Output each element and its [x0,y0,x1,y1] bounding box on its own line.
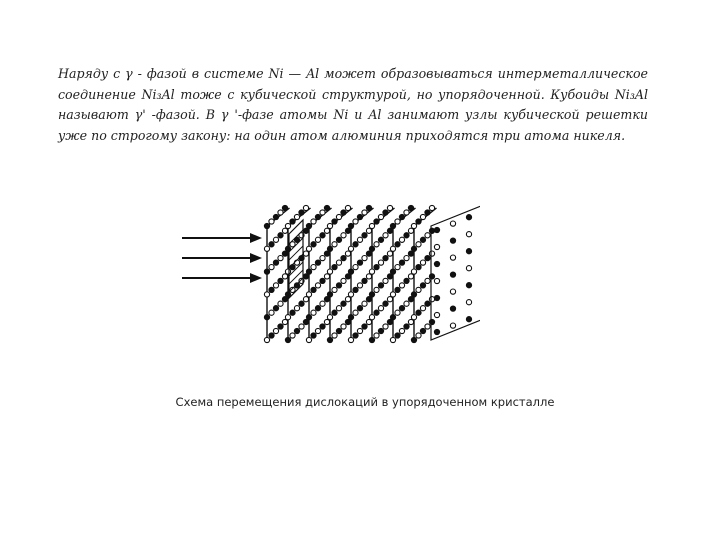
paragraph-line: соединение Ni₃Al тоже с кубической структурой, но упорядоченной. Кубоиды Ni₃Al [58,86,648,102]
nickel-atom [420,283,425,288]
nickel-atom [273,214,278,219]
hatch-line [289,278,303,292]
nickel-atom [466,283,471,288]
nickel-atom [378,237,383,242]
nickel-atom [408,205,413,210]
aluminium-atom [345,251,350,256]
nickel-atom [416,219,421,224]
aluminium-atom [378,214,383,219]
aluminium-atom [315,237,320,242]
aluminium-atom [466,300,471,305]
aluminium-atom [374,333,379,338]
nickel-atom [429,319,434,324]
aluminium-atom [387,297,392,302]
aluminium-atom [434,312,439,317]
nickel-atom [357,214,362,219]
aluminium-atom [341,233,346,238]
aluminium-atom [357,283,362,288]
aluminium-atom [294,214,299,219]
aluminium-atom [366,228,371,233]
nickel-atom [278,324,283,329]
nickel-atom [353,242,358,247]
nickel-atom [269,333,274,338]
aluminium-atom [282,319,287,324]
aluminium-atom [366,274,371,279]
aluminium-atom [390,292,395,297]
aluminium-atom [269,265,274,270]
aluminium-atom [408,274,413,279]
aluminium-atom [420,306,425,311]
nickel-atom [348,315,353,320]
nickel-atom [387,228,392,233]
nickel-atom [366,205,371,210]
dislocation-lattice-diagram [170,170,480,365]
aluminium-atom [353,265,358,270]
aluminium-atom [320,210,325,215]
aluminium-atom [353,219,358,224]
nickel-atom [299,301,304,306]
nickel-atom [357,306,362,311]
nickel-atom [303,319,308,324]
nickel-atom [434,227,439,232]
nickel-atom [374,219,379,224]
aluminium-atom [332,242,337,247]
nickel-atom [383,301,388,306]
nickel-atom [345,319,350,324]
aluminium-atom [374,287,379,292]
figure-caption: Схема перемещения дислокаций в упорядоченном кристалле [175,395,555,409]
crystal-lattice [264,202,480,343]
aluminium-atom [299,324,304,329]
incoming-arrows [182,233,262,283]
nickel-atom [299,210,304,215]
nickel-atom [348,223,353,228]
aluminium-atom [387,205,392,210]
nickel-atom [434,261,439,266]
aluminium-atom [357,237,362,242]
nickel-atom [395,287,400,292]
nickel-atom [395,242,400,247]
nickel-atom [450,306,455,311]
nickel-atom [450,238,455,243]
aluminium-atom [306,246,311,251]
aluminium-atom [348,292,353,297]
aluminium-atom [315,328,320,333]
aluminium-atom [345,205,350,210]
aluminium-atom [383,278,388,283]
nickel-atom [345,228,350,233]
aluminium-atom [285,315,290,320]
nickel-atom [341,210,346,215]
nickel-atom [383,210,388,215]
aluminium-atom [327,223,332,228]
aluminium-atom [416,333,421,338]
aluminium-atom [264,337,269,342]
nickel-atom [353,287,358,292]
nickel-atom [327,246,332,251]
aluminium-atom [290,333,295,338]
nickel-atom [374,310,379,315]
aluminium-atom [285,269,290,274]
aluminium-atom [345,297,350,302]
aluminium-atom [311,310,316,315]
aluminium-atom [450,289,455,294]
aluminium-atom [285,223,290,228]
aluminium-atom [434,244,439,249]
nickel-atom [404,233,409,238]
nickel-atom [390,223,395,228]
nickel-atom [425,210,430,215]
nickel-atom [399,306,404,311]
aluminium-atom [336,260,341,265]
nickel-atom [315,260,320,265]
aluminium-atom [362,256,367,261]
nickel-atom [357,260,362,265]
nickel-atom [341,256,346,261]
aluminium-atom [416,242,421,247]
aluminium-atom [303,297,308,302]
aluminium-atom [399,283,404,288]
paragraph-line: уже по строгому закону: на один атом алюминия приходятся три атома никеля. [58,127,626,143]
nickel-atom [434,295,439,300]
nickel-atom [387,274,392,279]
paragraph-line: Наряду с γ - фазой в системе Ni — Al может образовываться интерметаллическое [58,66,648,81]
nickel-atom [306,223,311,228]
aluminium-atom [282,274,287,279]
nickel-atom [336,328,341,333]
aluminium-atom [324,228,329,233]
aluminium-atom [336,306,341,311]
nickel-atom [369,246,374,251]
aluminium-atom [404,256,409,261]
aluminium-atom [324,319,329,324]
aluminium-atom [408,319,413,324]
aluminium-atom [315,283,320,288]
aluminium-atom [306,292,311,297]
aluminium-atom [429,205,434,210]
paragraph-line: называют γ' -фазой. В γ '-фазе атомы Ni и Al занимают узлы кубической решетки [58,107,648,122]
aluminium-atom [450,221,455,226]
nickel-atom [466,249,471,254]
aluminium-atom [357,328,362,333]
aluminium-atom [374,242,379,247]
nickel-atom [420,237,425,242]
aluminium-atom [395,219,400,224]
nickel-atom [278,278,283,283]
aluminium-atom [327,269,332,274]
aluminium-atom [320,301,325,306]
lattice-front-face [431,202,480,340]
aluminium-atom [378,260,383,265]
aluminium-atom [332,333,337,338]
aluminium-atom [404,210,409,215]
aluminium-atom [324,274,329,279]
aluminium-atom [425,278,430,283]
aluminium-atom [378,306,383,311]
nickel-atom [332,310,337,315]
nickel-atom [324,251,329,256]
nickel-atom [408,251,413,256]
aluminium-atom [303,205,308,210]
nickel-atom [450,272,455,277]
aluminium-atom [278,210,283,215]
nickel-atom [264,315,269,320]
nickel-atom [306,269,311,274]
arrow-head-icon [250,253,262,263]
aluminium-atom [353,310,358,315]
arrow-head-icon [250,273,262,283]
aluminium-atom [420,260,425,265]
nickel-atom [416,265,421,270]
aluminium-atom [466,266,471,271]
nickel-atom [303,274,308,279]
aluminium-atom [341,278,346,283]
aluminium-atom [404,301,409,306]
nickel-atom [345,274,350,279]
nickel-atom [404,324,409,329]
nickel-atom [303,228,308,233]
nickel-atom [420,328,425,333]
aluminium-atom [273,283,278,288]
aluminium-atom [399,328,404,333]
aluminium-atom [450,255,455,260]
nickel-atom [369,292,374,297]
aluminium-atom [362,301,367,306]
nickel-atom [269,242,274,247]
nickel-atom [269,287,274,292]
nickel-atom [369,337,374,342]
aluminium-atom [264,292,269,297]
aluminium-atom [383,233,388,238]
aluminium-atom [294,260,299,265]
nickel-atom [362,324,367,329]
nickel-atom [336,283,341,288]
nickel-atom [390,269,395,274]
nickel-atom [383,256,388,261]
nickel-atom [290,219,295,224]
nickel-atom [466,215,471,220]
nickel-atom [294,328,299,333]
aluminium-atom [450,323,455,328]
aluminium-atom [269,310,274,315]
nickel-atom [411,292,416,297]
aluminium-atom [336,214,341,219]
nickel-atom [395,333,400,338]
nickel-atom [348,269,353,274]
nickel-atom [366,251,371,256]
aluminium-atom [369,269,374,274]
nickel-atom [390,315,395,320]
nickel-atom [411,337,416,342]
nickel-atom [324,297,329,302]
nickel-atom [320,278,325,283]
aluminium-atom [278,256,283,261]
nickel-atom [466,317,471,322]
nickel-atom [282,205,287,210]
nickel-atom [273,260,278,265]
aluminium-atom [408,228,413,233]
nickel-atom [320,233,325,238]
nickel-atom [341,301,346,306]
nickel-atom [399,260,404,265]
nickel-atom [285,337,290,342]
aluminium-atom [420,214,425,219]
nickel-atom [282,251,287,256]
nickel-atom [332,265,337,270]
nickel-atom [429,274,434,279]
nickel-atom [404,278,409,283]
nickel-atom [387,319,392,324]
nickel-atom [282,297,287,302]
nickel-atom [315,306,320,311]
arrow-head-icon [250,233,262,243]
nickel-atom [374,265,379,270]
aluminium-atom [390,246,395,251]
nickel-atom [285,292,290,297]
nickel-atom [416,310,421,315]
nickel-atom [411,246,416,251]
aluminium-atom [434,278,439,283]
aluminium-atom [411,269,416,274]
aluminium-atom [411,223,416,228]
aluminium-atom [387,251,392,256]
aluminium-atom [429,251,434,256]
aluminium-atom [366,319,371,324]
aluminium-atom [425,324,430,329]
nickel-atom [362,233,367,238]
aluminium-atom [306,337,311,342]
nickel-atom [408,297,413,302]
aluminium-atom [311,265,316,270]
nickel-atom [378,283,383,288]
aluminium-atom [282,228,287,233]
aluminium-atom [383,324,388,329]
nickel-atom [264,223,269,228]
lattice-plane [411,205,436,342]
nickel-atom [336,237,341,242]
aluminium-atom [348,246,353,251]
nickel-atom [320,324,325,329]
nickel-atom [425,256,430,261]
aluminium-atom [369,223,374,228]
aluminium-atom [411,315,416,320]
aluminium-atom [369,315,374,320]
nickel-atom [273,306,278,311]
aluminium-atom [278,301,283,306]
nickel-atom [311,333,316,338]
nickel-atom [264,269,269,274]
aluminium-atom [327,315,332,320]
aluminium-atom [273,237,278,242]
intro-paragraph [58,64,648,146]
nickel-atom [332,219,337,224]
nickel-atom [315,214,320,219]
nickel-atom [353,333,358,338]
nickel-atom [290,310,295,315]
nickel-atom [327,337,332,342]
nickel-atom [429,228,434,233]
aluminium-atom [399,237,404,242]
aluminium-atom [416,287,421,292]
aluminium-atom [348,337,353,342]
aluminium-atom [395,265,400,270]
aluminium-atom [466,232,471,237]
aluminium-atom [429,297,434,302]
aluminium-atom [332,287,337,292]
nickel-atom [290,265,295,270]
nickel-atom [278,233,283,238]
aluminium-atom [273,328,278,333]
nickel-atom [306,315,311,320]
nickel-atom [324,205,329,210]
aluminium-atom [320,256,325,261]
nickel-atom [425,301,430,306]
nickel-atom [311,242,316,247]
aluminium-atom [269,219,274,224]
nickel-atom [362,278,367,283]
aluminium-atom [303,251,308,256]
aluminium-atom [294,306,299,311]
aluminium-atom [341,324,346,329]
aluminium-atom [362,210,367,215]
nickel-atom [399,214,404,219]
nickel-atom [434,329,439,334]
aluminium-atom [390,337,395,342]
nickel-atom [327,292,332,297]
aluminium-atom [425,233,430,238]
nickel-atom [378,328,383,333]
aluminium-atom [311,219,316,224]
aluminium-atom [264,246,269,251]
aluminium-atom [395,310,400,315]
nickel-atom [311,287,316,292]
nickel-atom [366,297,371,302]
